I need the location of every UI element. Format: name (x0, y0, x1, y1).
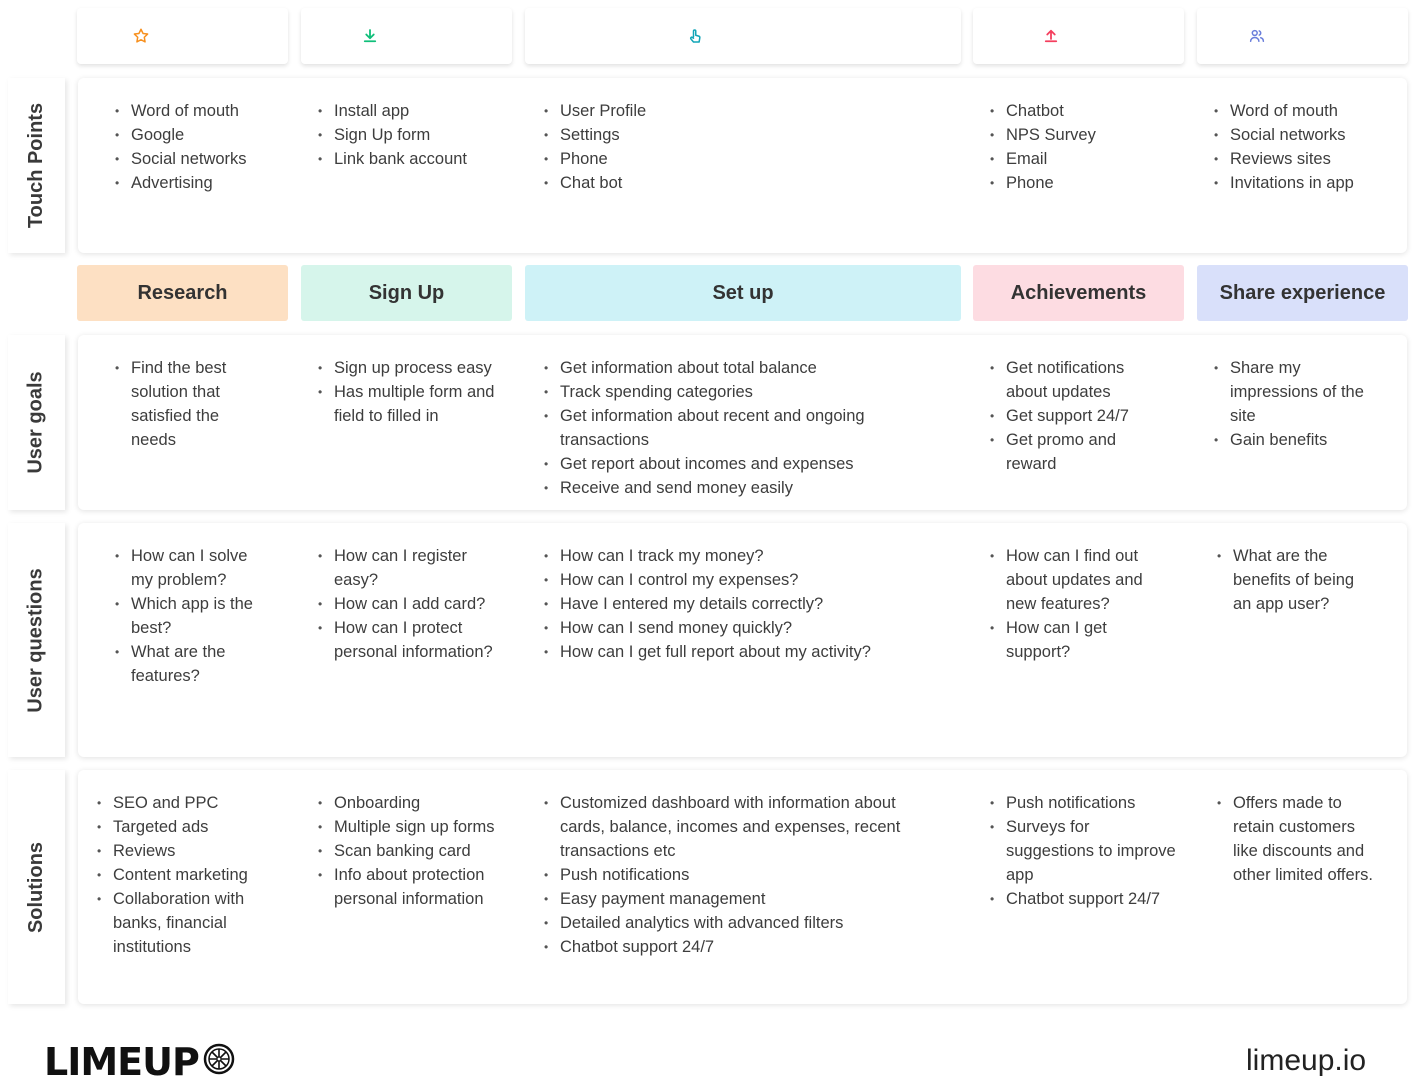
list-item: • Easy payment management (544, 887, 929, 911)
list-item: • How can I get support? (990, 616, 1160, 664)
list-item: • How can I get full report about my activity? (544, 640, 914, 664)
site-domain[interactable]: limeup.io (1246, 1044, 1367, 1077)
stage-label: Enter (396, 22, 458, 49)
list-item: • Social networks (115, 147, 295, 171)
phase-research: Research (77, 265, 288, 321)
list-item: • Phone (544, 147, 944, 171)
list-item: • Have I entered my details correctly? (544, 592, 914, 616)
touch-points-entend (1214, 99, 1404, 195)
stage-enter (301, 8, 512, 64)
stage-entend (1197, 8, 1408, 64)
list-item: • Has multiple form and field to filled in (318, 380, 503, 428)
user-goals-achievements (990, 356, 1145, 476)
solutions-research (97, 791, 272, 959)
list-item: • Settings (544, 123, 944, 147)
solutions-sign-up (318, 791, 503, 911)
list-item: • Track spending categories (544, 380, 894, 404)
logo-text: LIMEUP (44, 1040, 199, 1084)
touch-points-exit (990, 99, 1180, 195)
stage-label: Entice (167, 22, 239, 49)
list-item: • Customized dashboard with information about cards, balance, incomes and expenses, recent transactions etc (544, 791, 929, 863)
list-item: • Google (115, 123, 295, 147)
list-item: • Scan banking card (318, 839, 503, 863)
stage-exit (973, 8, 1184, 64)
user-questions-sign-up (318, 544, 496, 664)
touch-icon (680, 22, 709, 51)
list-item: • Multiple sign up forms (318, 815, 503, 839)
list-item: • Chatbot (990, 99, 1180, 123)
list-item: • Get notifications about updates (990, 356, 1145, 404)
list-item: • Surveys for suggestions to improve app (990, 815, 1180, 887)
list-item: • Chatbot support 24/7 (990, 887, 1180, 911)
list-item: • SEO and PPC (97, 791, 272, 815)
list-item: • Link bank account (318, 147, 518, 171)
touch-points-entice (115, 99, 295, 195)
user-questions-achievements (990, 544, 1160, 664)
list-item: • Share my impressions of the site (1214, 356, 1384, 428)
list-item: • How can I control my expenses? (544, 568, 914, 592)
list-item: • Get information about recent and ongoing transactions (544, 404, 894, 452)
list-item: • Advertising (115, 171, 295, 195)
user-goals-set-up (544, 356, 894, 500)
list-item: • Get promo and reward (990, 428, 1145, 476)
list-item: • Invitations in app (1214, 171, 1404, 195)
star-icon (127, 22, 156, 51)
list-item: • Word of mouth (1214, 99, 1404, 123)
list-item: • Chat bot (544, 171, 944, 195)
list-item: • User Profile (544, 99, 944, 123)
list-item: • Sign up process easy (318, 356, 503, 380)
list-item: • How can I protect personal information? (318, 616, 496, 664)
list-item: • Detailed analytics with advanced filters (544, 911, 929, 935)
list-item: • Push notifications (544, 863, 929, 887)
stage-engage (525, 8, 961, 64)
list-item: • Offers made to retain customers like discounts and other limited offers. (1217, 791, 1382, 887)
list-item: • Get information about total balance (544, 356, 894, 380)
list-item: • Gain benefits (1214, 428, 1384, 452)
list-item: • Install app (318, 99, 518, 123)
solutions-share-experience (1217, 791, 1382, 887)
list-item: • Targeted ads (97, 815, 272, 839)
list-item: • Get report about incomes and expenses (544, 452, 894, 476)
stage-label: Entend (1283, 22, 1363, 49)
list-item: • How can I solve my problem? (115, 544, 255, 592)
list-item: • How can I add card? (318, 592, 496, 616)
users-icon (1242, 22, 1271, 51)
list-item: • Phone (990, 171, 1180, 195)
list-item: • Find the best solution that satisfied the needs (115, 356, 250, 452)
user-goals-sign-up (318, 356, 503, 428)
list-item: • How can I find out about updates and new features? (990, 544, 1160, 616)
list-item: • How can I track my money? (544, 544, 914, 568)
user-goals-research (115, 356, 250, 452)
row-label-touch-points: Touch Points (8, 78, 65, 253)
list-item: • How can I register easy? (318, 544, 496, 592)
list-item: • Sign Up form (318, 123, 518, 147)
list-item: • NPS Survey (990, 123, 1180, 147)
phase-share-experience: Share experience (1197, 265, 1408, 321)
phase-set-up: Set up (525, 265, 961, 321)
list-item: • Email (990, 147, 1180, 171)
touch-points-engage (544, 99, 944, 195)
user-questions-share-experience (1217, 544, 1367, 616)
list-item: • What are the benefits of being an app user? (1217, 544, 1367, 616)
list-item: • Push notifications (990, 791, 1180, 815)
limeup-logo (44, 1041, 235, 1083)
solutions-set-up (544, 791, 929, 959)
lime-icon (203, 1040, 235, 1084)
list-item: • Chatbot support 24/7 (544, 935, 929, 959)
list-item: • Social networks (1214, 123, 1404, 147)
list-item: • Onboarding (318, 791, 503, 815)
row-label-solutions: Solutions (8, 770, 65, 1004)
phase-sign-up: Sign Up (301, 265, 512, 321)
phase-achievements: Achievements (973, 265, 1184, 321)
touch-points-enter (318, 99, 518, 171)
solutions-achievements (990, 791, 1180, 911)
upload-icon (1036, 22, 1065, 51)
list-item: • What are the features? (115, 640, 255, 688)
list-item: • Collaboration with banks, financial institutions (97, 887, 272, 959)
stage-entice (77, 8, 288, 64)
user-questions-research (115, 544, 255, 688)
download-icon (356, 22, 385, 51)
row-label-user-questions: User questions (8, 523, 65, 757)
list-item: • Content marketing (97, 863, 272, 887)
user-questions-set-up (544, 544, 914, 664)
list-item: • Reviews sites (1214, 147, 1404, 171)
stage-label: Exit (1077, 22, 1121, 49)
list-item: • Receive and send money easily (544, 476, 894, 500)
row-label-user-goals: User goals (8, 335, 65, 510)
user-goals-share-experience (1214, 356, 1384, 452)
list-item: • Which app is the best? (115, 592, 255, 640)
list-item: • How can I send money quickly? (544, 616, 914, 640)
list-item: • Info about protection personal information (318, 863, 503, 911)
list-item: • Word of mouth (115, 99, 295, 123)
list-item: • Reviews (97, 839, 272, 863)
list-item: • Get support 24/7 (990, 404, 1145, 428)
stage-label: Engage (721, 22, 806, 49)
